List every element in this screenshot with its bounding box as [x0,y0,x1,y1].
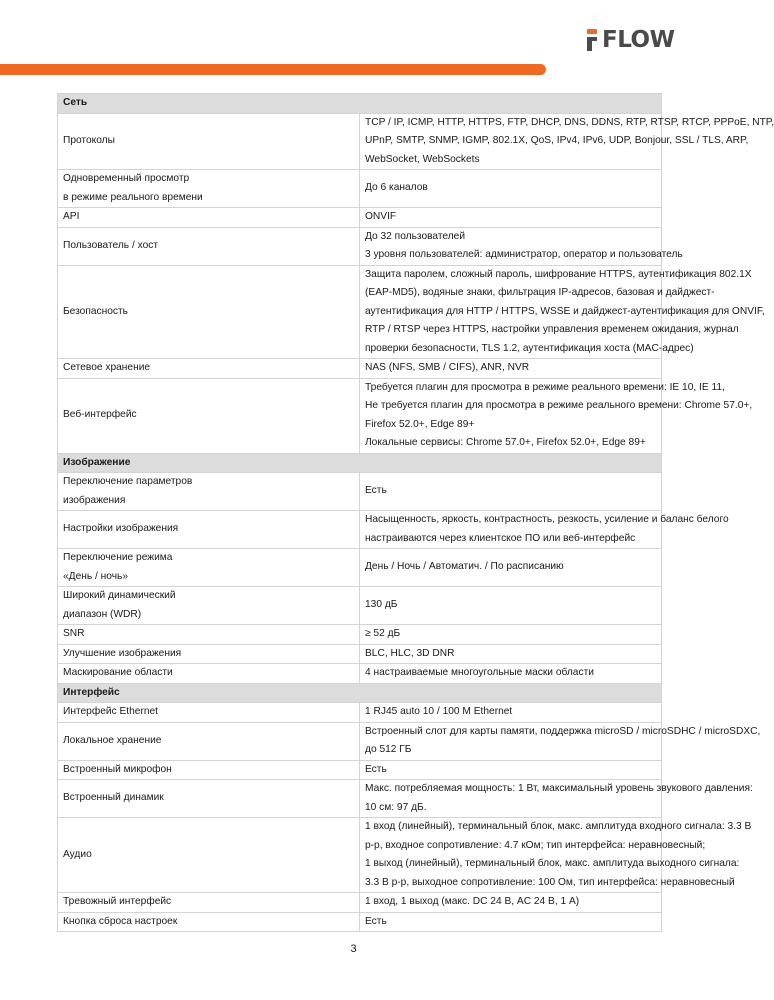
spec-value-line: 3.3 В p-p, выходное сопротивление: 100 Ом, тип интерфейса: неравновесный [365,876,735,888]
spec-value-line: NAS (NFS, SMB / CIFS), ANR, NVR [365,362,530,373]
spec-value-line: Есть [365,485,387,497]
brand-logo [587,27,674,53]
spec-value-line: BLC, HLC, 3D DNR [365,647,455,659]
spec-label-line: изображения [63,494,126,506]
spec-value [360,208,662,228]
section-title: Изображение [58,453,662,473]
header-accent-bar [0,64,546,75]
spec-value-line: Есть [365,915,387,927]
spec-label [58,549,360,587]
spec-label [58,780,360,818]
spec-label-line: Кнопка сброса настроек [63,915,178,927]
spec-value-line: Требуется плагин для просмотра в режиме реального времени: IE 10, IE 11, [365,381,725,393]
spec-value [360,549,662,587]
table-row [58,625,662,645]
spec-label-line: Встроенный микрофон [63,763,172,775]
spec-value-line: 130 дБ [365,599,398,611]
spec-label-line: Переключение режима [63,552,173,563]
table-row [58,113,662,170]
spec-label-line: Сетевое хранение [63,362,151,373]
spec-label-line: API [63,211,80,222]
spec-label [58,722,360,760]
spec-value-line: 3 уровня пользователей: администратор, оператор и пользователь [365,249,683,260]
spec-value-line: Насыщенность, яркость, контрастность, резкость, усиление и баланс белого [365,514,729,525]
spec-label-line: Пользователь / хост [63,239,159,251]
spec-label [58,359,360,379]
table-row [58,227,662,265]
table-row [58,511,662,549]
spec-value-line: 1 вход, 1 выход (макс. DC 24 В, AC 24 В, 1 А) [365,896,580,907]
spec-label [58,760,360,780]
spec-value [360,265,765,359]
spec-label [58,511,360,549]
spec-label [58,625,360,645]
spec-value [360,359,662,379]
table-row [58,208,662,228]
spec-label-line: SNR [63,628,85,639]
spec-value [360,703,662,723]
table-row [58,378,662,453]
table-row [58,893,662,913]
spec-label-line: Настройки изображения [63,523,179,535]
logo-text: FLOW [602,27,675,53]
spec-label [58,664,360,684]
table-row [58,703,662,723]
spec-value-line: TCP / IP, ICMP, HTTP, HTTPS, FTP, DHCP, DNS, DDNS, RTP, RTSP, RTCP, PPPoE, NTP, [365,116,774,128]
spec-label-line: Улучшение изображения [63,647,182,659]
spec-label-line: Встроенный динамик [63,792,164,804]
section-title: Интерфейс [58,683,662,703]
spec-value-line: (EAP-MD5), водяные знаки, фильтрация IP-адресов, базовая и дайджест- [365,287,715,298]
page-number: 3 [350,943,357,955]
table-row [58,359,662,379]
spec-value [360,818,752,893]
spec-label [58,644,360,664]
table-row [58,170,662,208]
spec-value [360,912,662,932]
spec-value-line: UPnP, SMTP, SNMP, IGMP, 802.1X, QoS, IPv4, IPv6, UDP, Bonjour, SSL / TLS, ARP, [365,135,749,146]
spec-value [360,722,761,760]
spec-value [360,760,662,780]
table-row [58,549,662,587]
spec-label-line: Веб-интерфейс [63,409,137,421]
spec-value-line: аутентификация для HTTP / HTTPS, WSSE и дайджест-аутентификация для ONVIF, [365,305,765,317]
spec-label-line: Одновременный просмотр [63,173,190,184]
table-row [58,473,662,511]
table-row [58,722,662,760]
spec-label [58,208,360,228]
spec-value-line: p-p, входное сопротивление: 4.7 кОм; тип интерфейса: неравновесный; [365,839,706,851]
spec-value [360,664,662,684]
spec-value-line: ≥ 52 дБ [365,628,401,639]
spec-value-line: День / Ночь / Автоматич. / По расписанию [365,561,564,573]
spec-value [360,625,662,645]
spec-value-line: ONVIF [365,211,397,222]
spec-value-line: Макс. потребляемая мощность: 1 Вт, максимальный уровень звукового давления: [365,783,753,794]
section-header [58,94,662,114]
spec-label-line: Маскирование области [63,667,173,678]
section-header [58,683,662,703]
spec-value-line: настраиваются через клиентское ПО или веб-интерфейс [365,532,636,544]
spec-label [58,703,360,723]
spec-value-line: Встроенный слот для карты памяти, поддержка microSD / microSDHC / microSDXC, [365,725,761,737]
spec-label [58,912,360,932]
table-row [58,780,662,818]
spec-label-line: в режиме реального времени [63,191,203,203]
spec-value [360,170,662,208]
spec-label [58,227,360,265]
spec-value [360,227,683,265]
spec-value-line: проверки безопасности, TLS 1.2, аутентификация хоста (MAC-адрес) [365,342,694,354]
section-header [58,453,662,473]
spec-value [360,378,753,453]
table-row [58,912,662,932]
spec-value-line: WebSocket, WebSockets [365,153,480,165]
spec-value [360,473,662,511]
spec-value [360,113,774,170]
spec-value [360,644,662,664]
spec-value [360,780,753,818]
table-row [58,664,662,684]
spec-value-line: Не требуется плагин для просмотра в режиме реального времени: Chrome 57.0+, [365,400,753,411]
spec-table [57,93,774,932]
spec-label [58,265,360,359]
spec-value-line: До 32 пользователей [365,230,466,242]
spec-value [360,893,662,913]
spec-label-line: Переключение параметров [63,476,193,487]
spec-value-line: 10 см: 97 дБ. [365,801,427,813]
spec-label-line: Безопасность [63,305,128,317]
spec-value-line: Firefox 52.0+, Edge 89+ [365,418,475,430]
spec-label [58,587,360,625]
spec-label-line: «День / ночь» [63,570,129,582]
spec-label [58,893,360,913]
table-row [58,644,662,664]
spec-label-line: Широкий динамический [63,590,176,601]
spec-value-line: 1 RJ45 auto 10 / 100 M Ethernet [365,706,513,717]
spec-value-line: Защита паролем, сложный пароль, шифрование HTTPS, аутентификация 802.1X [365,268,752,280]
spec-value [360,587,662,625]
table-row [58,587,662,625]
spec-label-line: Протоколы [63,135,115,146]
table-row [58,818,662,893]
spec-label-line: Тревожный интерфейс [63,896,172,907]
section-title: Сеть [58,94,662,114]
spec-label-line: Локальное хранение [63,734,162,746]
spec-label [58,113,360,170]
table-row [58,265,662,359]
spec-label [58,473,360,511]
spec-value-line: RTP / RTSP через HTTPS, настройки управления временем ожидания, журнал [365,324,739,335]
spec-label-line: Аудио [63,848,92,860]
spec-label-line: диапазон (WDR) [63,608,142,620]
spec-value-line: Локальные сервисы: Chrome 57.0+, Firefox 52.0+, Edge 89+ [365,437,646,448]
spec-label [58,170,360,208]
spec-value-line: До 6 каналов [365,182,428,194]
spec-label [58,818,360,893]
spec-label-line: Интерфейс Ethernet [63,706,159,717]
logo-mark-icon [587,29,600,51]
spec-label [58,378,360,453]
table-row [58,760,662,780]
spec-value-line: Есть [365,763,387,775]
spec-value-line: 1 вход (линейный), терминальный блок, макс. амплитуда входного сигнала: 3.3 В [365,821,752,832]
spec-value-line: 1 выход (линейный), терминальный блок, макс. амплитуда выходного сигнала: [365,858,740,869]
spec-value-line: до 512 ГБ [365,744,412,755]
spec-value [360,511,729,549]
spec-value-line: 4 настраиваемые многоугольные маски области [365,667,594,678]
